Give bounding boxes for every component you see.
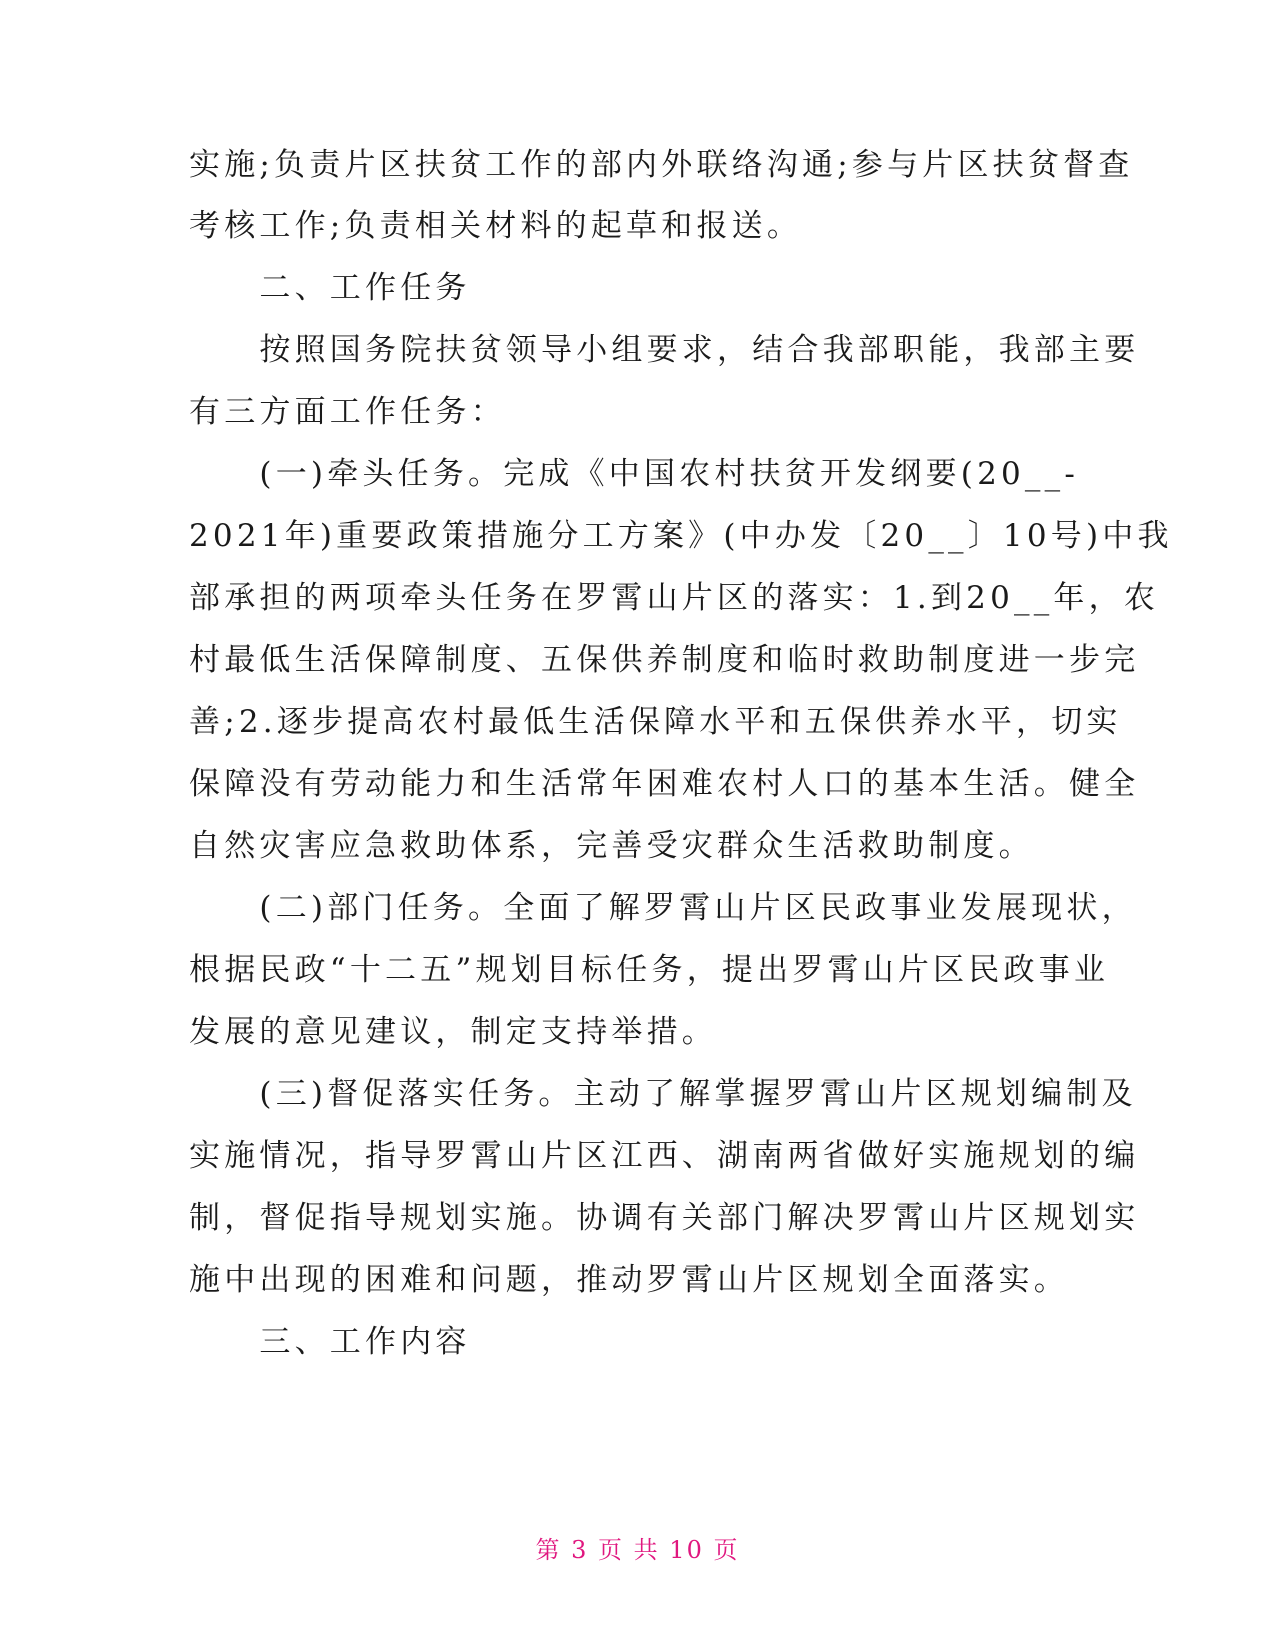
text-line: 根据民政“十二五”规划目标任务，提出罗霄山片区民政事业 (189, 952, 1110, 988)
text-line: 按照国务院扶贫领导小组要求，结合我部职能，我部主要 (189, 332, 1140, 368)
text-line: 实施;负责片区扶贫工作的部内外联络沟通;参与片区扶贫督查 (189, 147, 1134, 183)
text-line: 2021年)重要政策措施分工方案》(中办发〔20__〕10号)中我 (189, 518, 1173, 554)
text-line: 部承担的两项牵头任务在罗霄山片区的落实：1.到20__年，农 (189, 580, 1160, 616)
text-line: 制，督促指导规划实施。协调有关部门解决罗霄山片区规划实 (189, 1200, 1140, 1236)
text-line: 考核工作;负责相关材料的起草和报送。 (189, 208, 803, 244)
text-line: 村最低生活保障制度、五保供养制度和临时救助制度进一步完 (189, 642, 1140, 678)
section-heading: 三、工作内容 (189, 1324, 471, 1360)
text-line: 保障没有劳动能力和生活常年困难农村人口的基本生活。健全 (189, 766, 1140, 802)
page-number-footer: 第 3 页 共 10 页 (535, 1536, 740, 1564)
text-line: 发展的意见建议，制定支持举措。 (189, 1014, 717, 1050)
text-line: 自然灾害应急救助体系，完善受灾群众生活救助制度。 (189, 828, 1034, 864)
text-line: 实施情况，指导罗霄山片区江西、湖南两省做好实施规划的编 (189, 1138, 1140, 1174)
text-line: 善;2.逐步提高农村最低生活保障水平和五保供养水平，切实 (189, 704, 1122, 740)
text-line: 施中出现的困难和问题，推动罗霄山片区规划全面落实。 (189, 1262, 1069, 1298)
text-line: (二)部门任务。全面了解罗霄山片区民政事业发展现状， (189, 890, 1137, 926)
section-heading: 二、工作任务 (189, 270, 471, 306)
text-line: 有三方面工作任务： (189, 394, 506, 430)
text-line: (一)牵头任务。完成《中国农村扶贫开发纲要(20__- (189, 456, 1080, 492)
text-line: (三)督促落实任务。主动了解掌握罗霄山片区规划编制及 (189, 1076, 1137, 1112)
